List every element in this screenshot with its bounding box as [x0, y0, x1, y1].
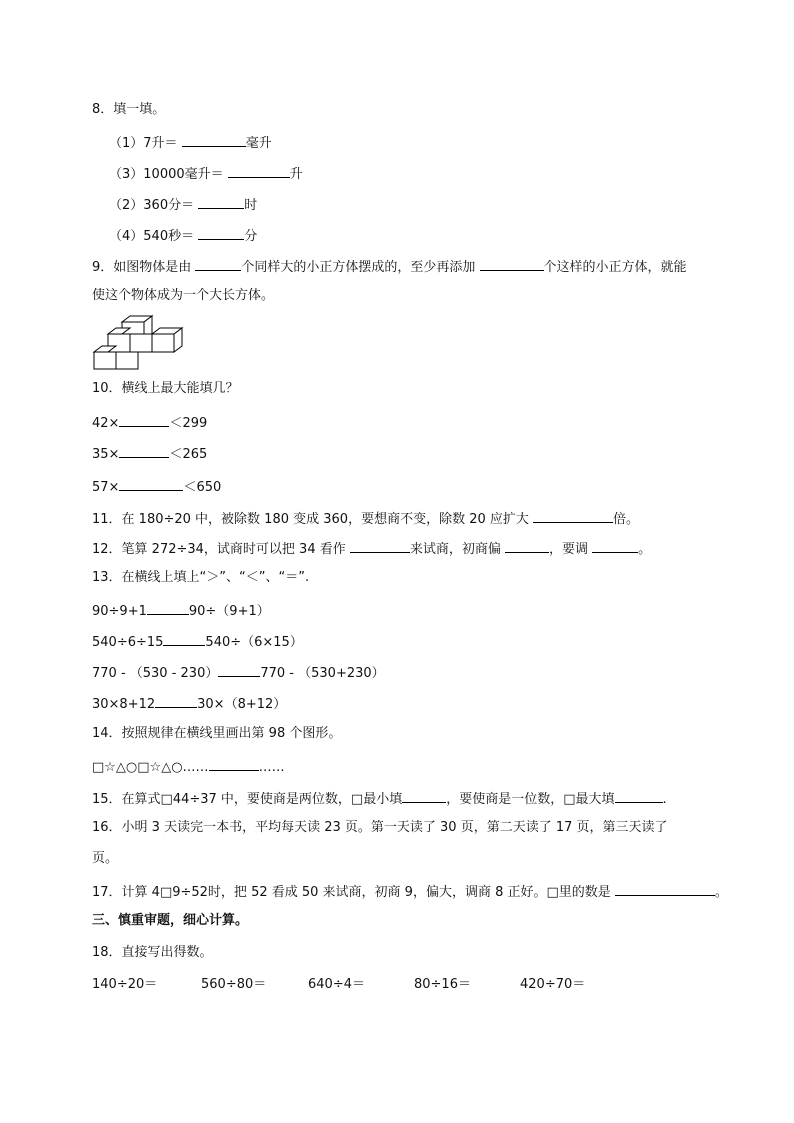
q18-item: 140÷20＝ — [92, 977, 158, 992]
q10-line-3: 57× ＜650 — [92, 476, 221, 497]
cube-stack-figure — [92, 314, 186, 370]
answer-blank[interactable] — [155, 693, 197, 708]
q13-line-4: 30×8+12 30×（8+12） — [92, 693, 286, 714]
q13-line-1: 90÷9+1 90÷（9+1） — [92, 600, 270, 621]
answer-blank[interactable] — [147, 600, 189, 615]
q9-line-1: 9．如图物体是由 个同样大的小正方体摆成的，至少再添加 个这样的小正方体，就能 — [92, 256, 687, 277]
q17: 17．计算 4□9÷52时，把 52 看成 50 来试商，初商 9，偏大，调商 8 正好。□里的数是 。 — [92, 881, 728, 902]
q10-title: 10．横线上最大能填几？ — [92, 381, 239, 396]
answer-blank[interactable] — [119, 443, 169, 458]
q13-line-3: 770 - （530 - 230） 770 - （530+230） — [92, 662, 385, 683]
q14-pattern: □☆△○□☆△○…… …… — [92, 756, 285, 777]
answer-blank[interactable] — [198, 194, 244, 209]
answer-blank[interactable] — [350, 538, 410, 553]
answer-blank[interactable] — [119, 476, 183, 491]
q8-line-3: （2）360分＝ 时 — [109, 194, 257, 215]
q18-item: 420÷70＝ — [520, 977, 586, 992]
answer-blank[interactable] — [163, 631, 205, 646]
q10-line-1: 42× ＜299 — [92, 412, 207, 433]
answer-blank[interactable] — [198, 225, 244, 240]
answer-blank[interactable] — [592, 538, 638, 553]
q8-line-2: （3）10000毫升＝ 升 — [109, 163, 303, 184]
answer-blank[interactable] — [228, 163, 290, 178]
q16-line-2: 页。 — [92, 851, 119, 866]
q10-line-2: 35× ＜265 — [92, 443, 207, 464]
q18-title: 18．直接写出得数。 — [92, 945, 213, 960]
answer-blank[interactable] — [480, 256, 544, 271]
q9-line-2: 使这个物体成为一个大长方体。 — [92, 288, 275, 303]
q16-line-1: 16．小明 3 天读完一本书，平均每天读 23 页。第一天读了 30 页，第二天读了 17 页，第三天读了 — [92, 820, 668, 835]
answer-blank[interactable] — [119, 412, 169, 427]
q13-line-2: 540÷6÷15 540÷（6×15） — [92, 631, 303, 652]
section-heading: 三、慎重审题，细心计算。 — [92, 913, 249, 928]
q12: 12．笔算 272÷34，试商时可以把 34 看作 来试商，初商偏 ，要调 。 — [92, 538, 651, 559]
q11: 11．在 180÷20 中，被除数 180 变成 360，要想商不变，除数 20 应扩大 倍。 — [92, 508, 639, 529]
q18-item: 560÷80＝ — [201, 977, 267, 992]
q18-item: 640÷4＝ — [308, 977, 365, 992]
answer-blank[interactable] — [182, 132, 246, 147]
q8-line-4: （4）540秒＝ 分 — [109, 225, 257, 246]
q14-title: 14．按照规律在横线里画出第 98 个图形。 — [92, 726, 342, 741]
q8-title: 8．填一填。 — [92, 102, 166, 117]
q8-line-1: （1）7升＝ 毫升 — [109, 132, 272, 153]
answer-blank[interactable] — [505, 538, 549, 553]
answer-blank[interactable] — [195, 256, 241, 271]
answer-blank[interactable] — [209, 756, 259, 771]
answer-blank[interactable] — [615, 881, 715, 896]
q15: 15．在算式□44÷37 中，要使商是两位数，□最小填 ，要使商是一位数，□最大填 . — [92, 788, 667, 809]
answer-blank[interactable] — [402, 788, 446, 803]
answer-blank[interactable] — [533, 508, 613, 523]
q13-title: 13．在横线上填上“＞”、“＜”、“＝”. — [92, 570, 310, 585]
answer-blank[interactable] — [218, 662, 260, 677]
answer-blank[interactable] — [615, 788, 663, 803]
q18-item: 80÷16＝ — [414, 977, 471, 992]
